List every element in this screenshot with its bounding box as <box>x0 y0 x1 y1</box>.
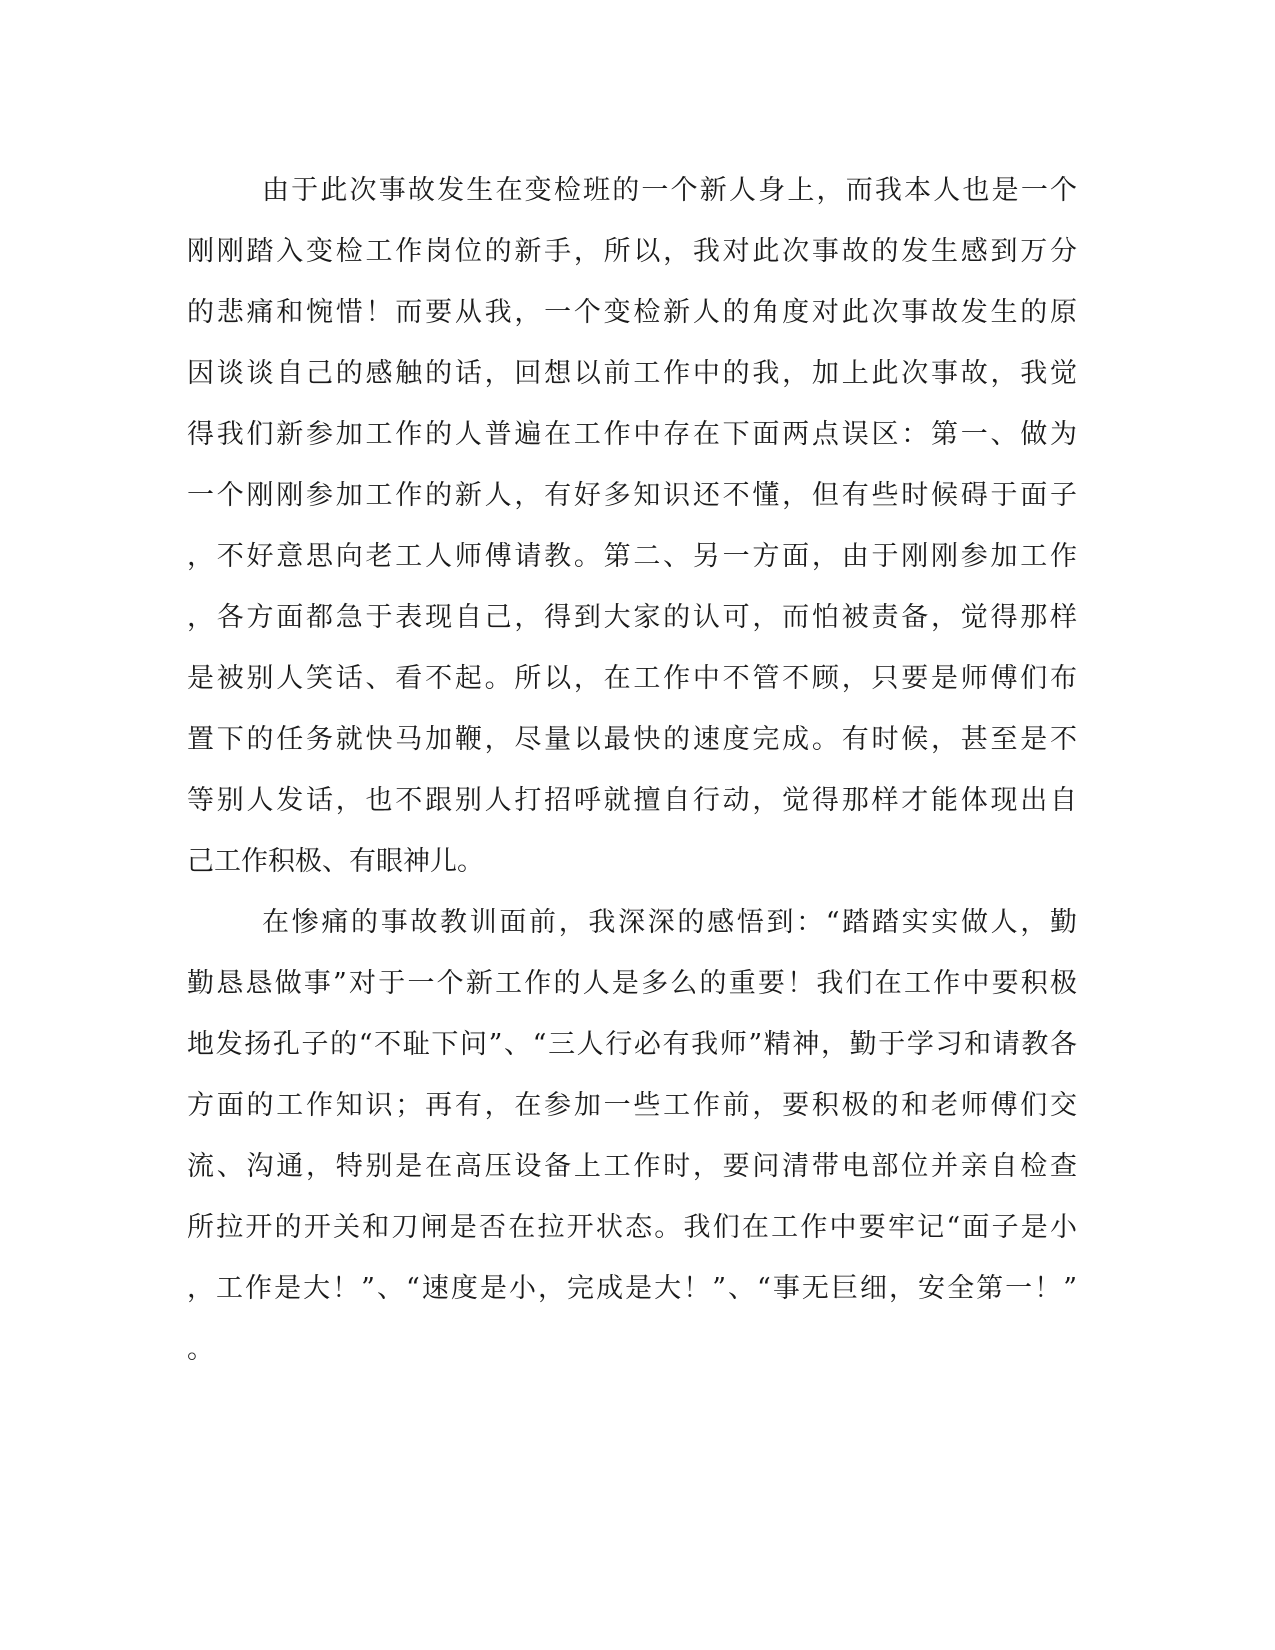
paragraph-line: ，各方面都急于表现自己，得到大家的认可，而怕被责备，觉得那样 <box>187 602 1077 633</box>
paragraph-line: 己工作积极、有眼神儿。 <box>187 846 484 877</box>
paragraph-line: ，工作是大！”、“速度是小，完成是大！”、“事无巨细，安全第一！” <box>187 1273 1077 1304</box>
paragraph-line: 刚刚踏入变检工作岗位的新手，所以，我对此次事故的发生感到万分 <box>187 236 1077 267</box>
paragraph-2 <box>187 892 1077 1380</box>
paragraph-line: 勤恳恳做事”对于一个新工作的人是多么的重要！我们在工作中要积极 <box>187 968 1077 999</box>
paragraph-1 <box>187 160 1077 892</box>
paragraph-line: 的悲痛和惋惜！而要从我，一个变检新人的角度对此次事故发生的原 <box>187 297 1077 328</box>
paragraph-line: 由于此次事故发生在变检班的一个新人身上，而我本人也是一个 <box>262 175 1077 206</box>
paragraph-line: 一个刚刚参加工作的新人，有好多知识还不懂，但有些时候碍于面子 <box>187 480 1077 511</box>
paragraph-line: 得我们新参加工作的人普遍在工作中存在下面两点误区：第一、做为 <box>187 419 1077 450</box>
paragraph-line: 流、沟通，特别是在高压设备上工作时，要问清带电部位并亲自检查 <box>187 1151 1077 1182</box>
paragraph-line: ，不好意思向老工人师傅请教。第二、另一方面，由于刚刚参加工作 <box>187 541 1077 572</box>
paragraph-line: 。 <box>187 1334 214 1365</box>
paragraph-line: 方面的工作知识；再有，在参加一些工作前，要积极的和老师傅们交 <box>187 1090 1077 1121</box>
paragraph-line: 因谈谈自己的感触的话，回想以前工作中的我，加上此次事故，我觉 <box>187 358 1077 389</box>
paragraph-line: 是被别人笑话、看不起。所以，在工作中不管不顾，只要是师傅们布 <box>187 663 1077 694</box>
document-body <box>187 160 1077 1380</box>
paragraph-line: 所拉开的开关和刀闸是否在拉开状态。我们在工作中要牢记“面子是小 <box>187 1212 1077 1243</box>
paragraph-line: 在惨痛的事故教训面前，我深深的感悟到：“踏踏实实做人，勤 <box>262 907 1077 938</box>
paragraph-line: 等别人发话，也不跟别人打招呼就擅自行动，觉得那样才能体现出自 <box>187 785 1077 816</box>
paragraph-line: 置下的任务就快马加鞭，尽量以最快的速度完成。有时候，甚至是不 <box>187 724 1077 755</box>
paragraph-line: 地发扬孔子的“不耻下问”、“三人行必有我师”精神，勤于学习和请教各 <box>187 1029 1077 1060</box>
